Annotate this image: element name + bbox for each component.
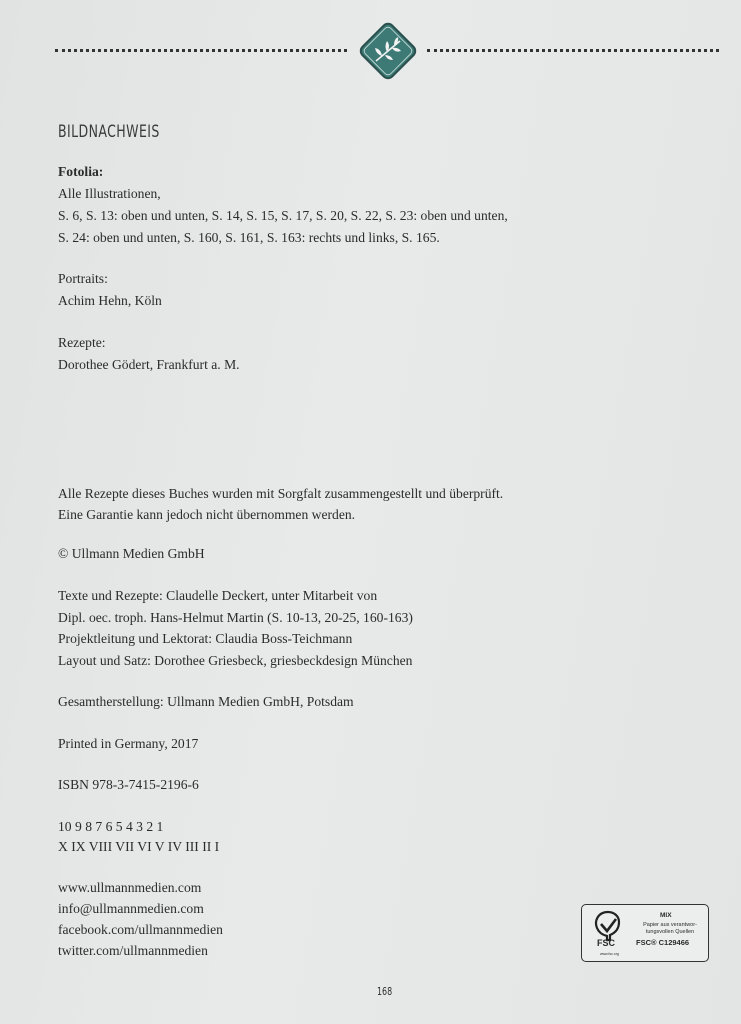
leaf-sprig-icon (356, 19, 420, 83)
fsc-label (581, 904, 709, 962)
fsc-code: FSC® C129466 (636, 938, 690, 947)
copyright: © Ullmann Medien GmbH (58, 546, 205, 561)
print-run-numbers: 10 9 8 7 6 5 4 3 2 1 (58, 819, 164, 834)
link-facebook[interactable]: facebook.com/ullmannmedien (58, 922, 223, 937)
printed-in: Printed in Germany, 2017 (58, 736, 199, 751)
link-website[interactable]: www.ullmannmedien.com (58, 880, 202, 895)
disclaimer-line: Alle Rezepte dieses Buches wurden mit Sorgfalt zusammengestellt und überprüft. (58, 486, 504, 501)
dotted-divider-right (427, 49, 719, 52)
credit-line: Projektleitung und Lektorat: Claudia Boss-Teichmann (58, 631, 353, 646)
credit-line: Dipl. oec. troph. Hans-Helmut Martin (S. 10-13, 20-25, 160-163) (58, 610, 413, 625)
credit-line: Layout und Satz: Dorothee Griesbeck, griesbeckdesign München (58, 653, 413, 668)
disclaimer-line: Eine Garantie kann jedoch nicht übernommen werden. (58, 507, 356, 522)
fsc-tree-checkmark-icon (588, 909, 628, 957)
fsc-desc-line: tungsvollen Quellen (645, 929, 695, 935)
fsc-description (634, 922, 706, 936)
rezepte-label: Rezepte: (58, 335, 106, 350)
production-credit: Gesamtherstellung: Ullmann Medien GmbH, Potsdam (58, 694, 354, 709)
link-twitter[interactable]: twitter.com/ullmannmedien (58, 943, 208, 958)
page-number: 168 (377, 985, 393, 998)
credit-line: Texte und Rezepte: Claudelle Deckert, unter Mitarbeit von (58, 588, 378, 603)
fsc-web: www.fsc.org (600, 952, 619, 956)
fotolia-line: S. 24: oben und unten, S. 160, S. 161, S. 163: rechts und links, S. 165. (58, 230, 440, 245)
page-heading: BILDNACHWEIS (58, 122, 160, 142)
fotolia-line: S. 6, S. 13: oben und unten, S. 14, S. 15, S. 17, S. 20, S. 22, S. 23: oben und unten, (58, 208, 508, 223)
portraits-label: Portraits: (58, 271, 108, 286)
print-run-roman: X IX VIII VII VI V IV III II I (58, 839, 220, 854)
fotolia-line: Alle Illustrationen, (58, 186, 161, 201)
isbn: ISBN 978-3-7415-2196-6 (58, 777, 199, 792)
fsc-desc-line: Papier aus verantwor- (643, 922, 697, 928)
fotolia-title: Fotolia: (58, 164, 104, 179)
dotted-divider-left (55, 49, 347, 52)
fsc-mix: MIX (660, 912, 672, 919)
rezepte-value: Dorothee Gödert, Frankfurt a. M. (58, 357, 240, 372)
fsc-name: FSC (597, 938, 615, 948)
link-email[interactable]: info@ullmannmedien.com (58, 901, 204, 916)
portraits-value: Achim Hehn, Köln (58, 293, 162, 308)
